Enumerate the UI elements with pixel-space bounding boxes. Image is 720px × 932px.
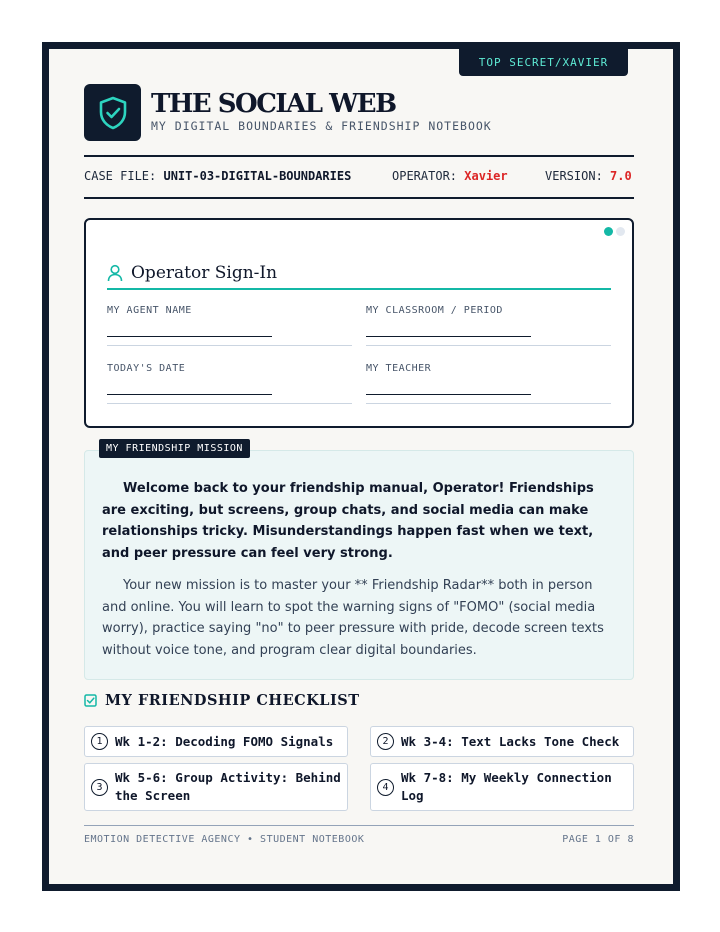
mission-box xyxy=(84,450,634,680)
agent-name-label: MY AGENT NAME xyxy=(107,305,192,316)
classification-tab: TOP SECRET/XAVIER xyxy=(459,49,628,76)
mission-tag: MY FRIENDSHIP MISSION xyxy=(99,439,250,458)
operator xyxy=(392,169,508,183)
mission-body: Your new mission is to master your ** Friendship Radar** both in person and online. You will learn to spot the warning signs of "FOMO" (social media worry), practice saying "no" to peer pressure with pride, decode screen texts without voice tone, and program clear digital boundaries. xyxy=(102,578,604,658)
agent-name-field[interactable] xyxy=(107,336,272,337)
todays-date-underline xyxy=(107,403,352,404)
version xyxy=(545,169,632,183)
operator-value: Xavier xyxy=(464,169,508,183)
footer-agency: EMOTION DETECTIVE AGENCY • STUDENT NOTEBOOK xyxy=(84,834,365,845)
worksheet-page xyxy=(42,42,680,891)
checklist-item[interactable] xyxy=(84,763,348,811)
status-dot-inactive xyxy=(616,227,625,236)
item-label: Wk 3-4: Text Lacks Tone Check xyxy=(401,733,620,749)
classroom-period-underline xyxy=(366,345,611,346)
version-value: 7.0 xyxy=(610,169,632,183)
logo-badge xyxy=(84,84,141,141)
checklist-item[interactable] xyxy=(370,763,634,811)
sign-in-card xyxy=(84,218,634,428)
user-icon xyxy=(107,264,123,282)
case-file xyxy=(84,169,351,183)
status-dot-active xyxy=(604,227,613,236)
case-file-label: CASE FILE: xyxy=(84,169,157,183)
page-subtitle: MY DIGITAL BOUNDARIES & FRIENDSHIP NOTEBOOK xyxy=(151,119,492,133)
version-label: VERSION: xyxy=(545,169,603,183)
classroom-period-label: MY CLASSROOM / PERIOD xyxy=(366,305,503,316)
item-number: 1 xyxy=(91,733,108,750)
page-footer xyxy=(84,825,634,845)
todays-date-field[interactable] xyxy=(107,394,272,395)
shield-check-icon xyxy=(98,96,128,130)
teacher-label: MY TEACHER xyxy=(366,363,432,374)
checklist-title: MY FRIENDSHIP CHECKLIST xyxy=(105,692,360,709)
item-number: 3 xyxy=(91,779,108,796)
footer-page-number: PAGE 1 OF 8 xyxy=(562,834,634,845)
item-number: 4 xyxy=(377,779,394,796)
checklist-item[interactable] xyxy=(84,726,348,757)
case-file-value: UNIT-03-DIGITAL-BOUNDARIES xyxy=(163,169,352,183)
teacher-underline xyxy=(366,403,611,404)
checklist-header xyxy=(84,692,360,709)
agent-name-underline xyxy=(107,345,352,346)
case-file-bar xyxy=(84,155,634,199)
item-label: Wk 7-8: My Weekly Connection Log xyxy=(401,770,612,803)
item-label: Wk 5-6: Group Activity: Behind the Screen xyxy=(115,770,341,803)
teacher-field[interactable] xyxy=(366,394,531,395)
todays-date-label: TODAY'S DATE xyxy=(107,363,186,374)
item-number: 2 xyxy=(377,733,394,750)
checkbox-icon xyxy=(84,694,97,707)
classroom-period-field[interactable] xyxy=(366,336,531,337)
sign-in-header xyxy=(107,258,611,290)
item-label: Wk 1-2: Decoding FOMO Signals xyxy=(115,733,334,749)
mission-intro: Welcome back to your friendship manual, Operator! Friendships are exciting, but screens, group chats, and social media can make relationships tricky. Misunderstandings happen fast when we text, and peer pressure can feel very strong. xyxy=(102,481,594,561)
sign-in-title: Operator Sign-In xyxy=(131,263,278,283)
operator-label: OPERATOR: xyxy=(392,169,458,183)
checklist-item[interactable] xyxy=(370,726,634,757)
page-title: THE SOCIAL WEB xyxy=(151,89,396,119)
